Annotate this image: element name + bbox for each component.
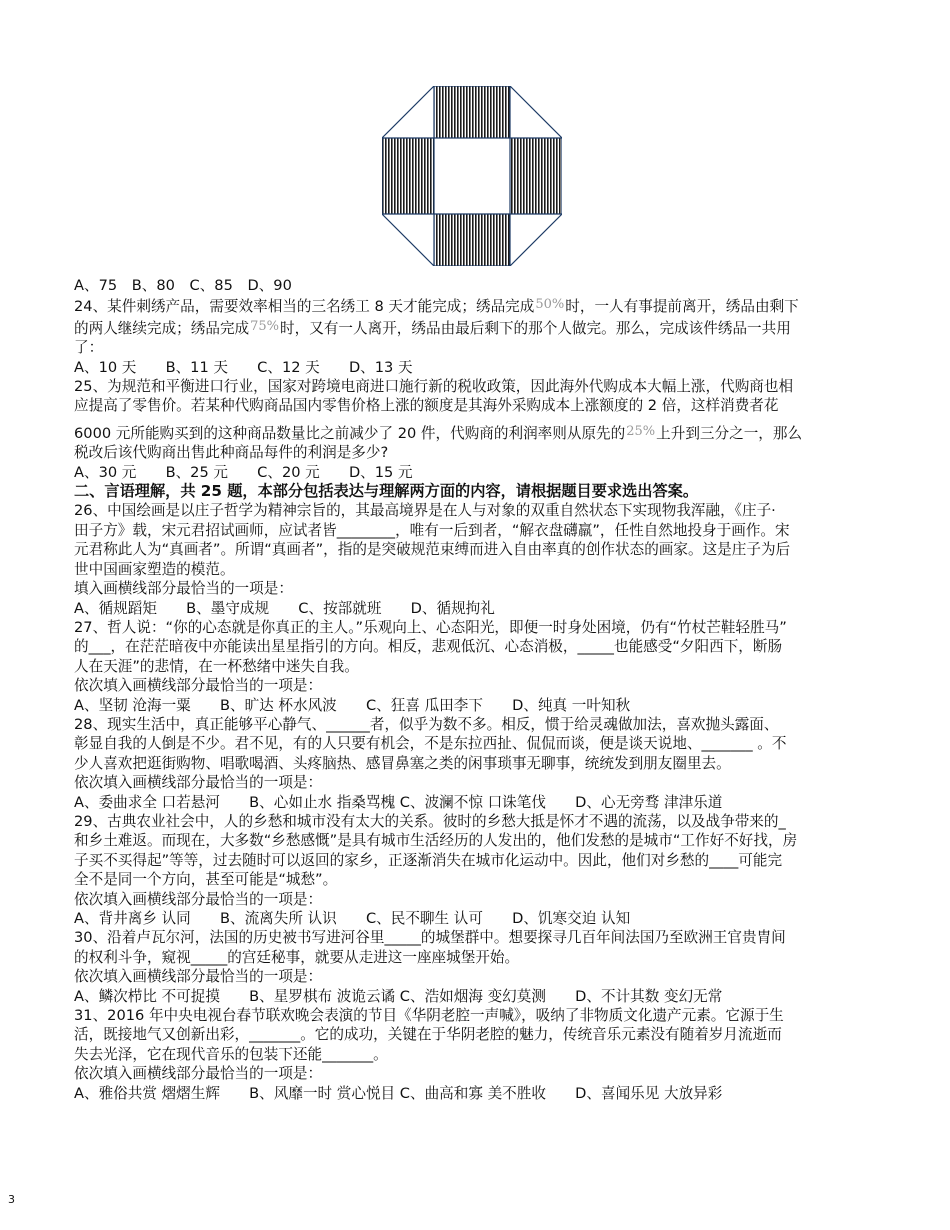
text-line xyxy=(74,1045,874,1064)
text-segment: 的权利斗争，窥视_____的宫廷秘事，就要从走进这一座座城堡开始。 xyxy=(74,948,520,966)
text-line xyxy=(74,967,874,986)
octagon-figure xyxy=(382,86,562,266)
text-segment: 依次填入画横线部分最恰当的一项是： xyxy=(74,968,323,986)
text-segment: 27、哲人说：“你的心态就是你真正的主人。”乐观向上、心态阳光，即便一时身处困境，仍有“竹杖芒鞋轻胜马” xyxy=(74,618,787,636)
text-line xyxy=(74,909,874,928)
text-line xyxy=(74,377,874,396)
text-segment: 活，既接地气又创新出彩，_______。它的成功，关键在于华阴老腔的魅力，传统音乐元素没有随着岁月流逝而 xyxy=(74,1026,782,1044)
text-line xyxy=(74,1025,874,1044)
text-line xyxy=(74,396,874,415)
text-line xyxy=(74,870,874,889)
text-line xyxy=(74,851,874,870)
text-line xyxy=(74,696,874,715)
text-segment: A、75 B、80 C、85 D、90 xyxy=(74,277,292,294)
text-segment: A、背井离乡 认同 B、流离失所 认识 C、民不聊生 认可 D、饥寒交迫 认知 xyxy=(74,910,631,927)
text-line xyxy=(74,443,874,462)
text-line xyxy=(74,338,874,357)
text-segment: A、鳞次栉比 不可捉摸 B、星罗棋布 波诡云谲 C、浩如烟海 变幻莫测 D、不计其数 变幻无常 xyxy=(74,987,723,1005)
text-segment: 29、古典农业社会中，人的乡愁和城市没有太大的关系。彼时的乡愁大抵是怀才不遇的流荡，以及战争带来的_ xyxy=(74,812,786,830)
text-line xyxy=(74,317,874,338)
text-line xyxy=(74,734,874,753)
text-segment: 彰显自我的人倒是不少。君不见，有的人只要有机会，不是东拉西扯、侃侃而谈，便是谈天说地、_______ 。不 xyxy=(74,735,787,753)
text-segment: A、委曲求全 口若悬河 B、心如止水 指桑骂槐 C、波澜不惊 口诛笔伐 D、心无旁骛 津津乐道 xyxy=(74,793,723,811)
text-segment: 25、为规范和平衡进口行业，国家对跨境电商进口施行新的税收政策，因此海外代购成本大幅上涨，代购商也相 xyxy=(74,378,794,396)
text-line xyxy=(74,987,874,1006)
text-segment: 应提高了零售价。若某种代购商品国内零售价格上涨的额度是其海外采购成本上涨额度的 2 倍，这样消费者花 xyxy=(74,397,779,415)
text-segment: 26、中国绘画是以庄子哲学为精神宗旨的，其最高境界是在人与对象的双重自然状态下实现物我浑融，《庄子· xyxy=(74,502,776,520)
text-line xyxy=(74,948,874,967)
text-segment: 时，一人有事提前离开，绣品由剩下 xyxy=(565,298,799,316)
text-segment: A、雅俗共赏 熠熠生辉 B、风靡一时 赏心悦目 C、曲高和寡 美不胜收 D、喜闻乐见 大放异彩 xyxy=(74,1084,723,1102)
section-heading xyxy=(74,482,874,501)
text-line xyxy=(74,501,874,520)
text-segment: 30、沿着卢瓦尔河，法国的历史被书写进河谷里_____的城堡群中。想要探寻几百年间法国乃至欧洲王官贵胄间 xyxy=(74,929,786,947)
text-line xyxy=(74,560,874,579)
text-segment: 依次填入画横线部分最恰当的一项是： xyxy=(74,890,323,908)
text-segment: 填入画横线部分最恰当的一项是： xyxy=(74,580,293,598)
text-segment: 元君称此人为“真画者”。所谓“真画者”，指的是突破规范束缚而进入自由率真的创作状态的画家。这是庄子为后 xyxy=(74,541,791,559)
inner-square xyxy=(434,138,510,214)
page-number: 3 xyxy=(8,1193,15,1206)
text-segment: A、10 天 B、11 天 C、12 天 D、13 天 xyxy=(74,358,413,376)
text-line xyxy=(74,1064,874,1083)
text-segment: 和乡土难返。而现在，大多数“乡愁感慨”是具有城市生活经历的人发出的，他们发愁的是城市“工作好不好找，房 xyxy=(74,832,798,850)
text-line xyxy=(74,812,874,831)
percent-value: 50% xyxy=(535,297,565,313)
text-line xyxy=(74,599,874,618)
text-segment: 税改后该代购商出售此种商品每件的利润是多少? xyxy=(74,444,389,462)
text-line xyxy=(74,1084,874,1103)
percent-value: 25% xyxy=(626,423,656,439)
text-segment: 28、现实生活中，真正能够平心静气、______者，似乎为数不多。相反，惯于给灵魂做加法，喜欢抛头露面、 xyxy=(74,715,779,733)
text-segment: 田子方》载，宋元君招试画师，应试者皆________，唯有一后到者，“解衣盘礴羸”，任性自然地投身于画作。宋 xyxy=(74,521,790,539)
text-line xyxy=(74,422,874,443)
text-line xyxy=(74,579,874,598)
text-line xyxy=(74,793,874,812)
text-line xyxy=(74,1006,874,1025)
text-line xyxy=(74,715,874,734)
text-line xyxy=(74,754,874,773)
text-line xyxy=(74,773,874,792)
text-segment: 依次填入画横线部分最恰当的一项是： xyxy=(74,1065,323,1083)
text-segment: 时，又有一人离开，绣品由最后剩下的那个人做完。那么，完成该件绣品一共用 xyxy=(280,319,791,337)
text-segment: 31、2016 年中央电视台春节联欢晚会表演的节目《华阴老腔一声喊》，吸纳了非物质文化遗产元素。它源于生 xyxy=(74,1007,784,1025)
text-segment: 6000 元所能购买到的这种商品数量比之前减少了 20 件，代购商的利润率则从原先的 xyxy=(74,424,626,442)
text-segment: A、坚韧 沧海一粟 B、旷达 杯水风波 C、狂喜 瓜田李下 D、纯真 一叶知秋 xyxy=(74,696,631,714)
text-line xyxy=(74,618,874,637)
text-line xyxy=(74,463,874,482)
text-line xyxy=(74,295,874,316)
percent-value: 75% xyxy=(250,318,280,334)
text-segment: 的___，在茫茫暗夜中亦能读出星星指引的方向。相反，悲观低沉、心态消极，_____也能感受“夕阳西下，断肠 xyxy=(74,638,783,656)
text-segment: 24、某件刺绣产品，需要效率相当的三名绣工 8 天才能完成；绣品完成 xyxy=(74,298,535,316)
text-line xyxy=(74,928,874,947)
text-segment: 上升到三分之一，那么 xyxy=(656,424,803,442)
text-segment: 了： xyxy=(74,339,104,357)
text-segment: 依次填入画横线部分最恰当的一项是： xyxy=(74,677,323,695)
text-segment: 失去光泽，它在现代音乐的包装下还能_______。 xyxy=(74,1045,388,1063)
question-text xyxy=(74,276,874,1103)
text-segment: 少人喜欢把逛街购物、唱歌喝酒、头疼脑热、感冒鼻塞之类的闲事琐事无聊事，统统发到朋友圈里去。 xyxy=(74,754,731,772)
text-line xyxy=(74,657,874,676)
text-segment: 全不是同一个方向，甚至可能是“城愁”。 xyxy=(74,871,338,889)
text-line xyxy=(74,540,874,559)
text-line xyxy=(74,831,874,850)
text-segment: 子买不买得起”等等，过去随时可以返回的家乡，正逐渐消失在城市化运动中。因此，他们对乡愁的____可能完 xyxy=(74,851,783,869)
text-line xyxy=(74,276,874,295)
text-line xyxy=(74,521,874,540)
text-segment: A、循规蹈矩 B、墨守成规 C、按部就班 D、循规拘礼 xyxy=(74,599,495,617)
text-line xyxy=(74,637,874,656)
text-segment: 世中国画家塑造的模范。 xyxy=(74,560,235,578)
text-line xyxy=(74,358,874,377)
text-segment: A、30 元 B、25 元 C、20 元 D、15 元 xyxy=(74,463,413,481)
text-line xyxy=(74,676,874,695)
text-segment: 的两人继续完成；绣品完成 xyxy=(74,319,250,337)
text-segment: 人在天涯”的悲情，在一杯愁绪中迷失自我。 xyxy=(74,657,359,675)
text-segment: 二、言语理解，共 25 题，本部分包括表达与理解两方面的内容，请根据题目要求选出答案。 xyxy=(74,482,699,501)
text-line xyxy=(74,890,874,909)
text-segment: 依次填入画横线部分最恰当的一项是： xyxy=(74,774,323,792)
